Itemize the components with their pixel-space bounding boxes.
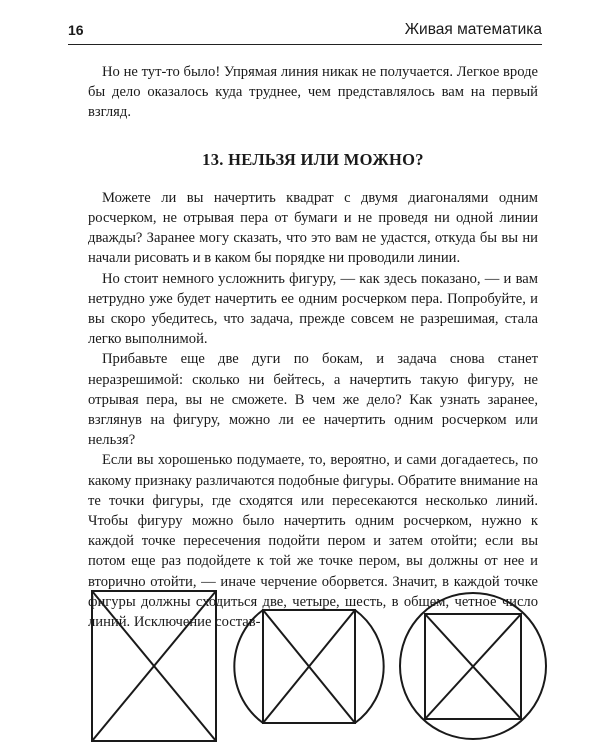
paragraph-3: Прибавьте еще две дуги по бокам, и задача снова станет неразрешимой: сколько ни бейтесь, а начертить такую фигуру, не отрывая пера, вы не сможете. В чем же дело? Как узнать заранее, взглянув на фигуру, можно ли ее начертить одним росчерком или нельзя? [88,351,538,449]
text-body [88,62,538,632]
intro-paragraph: Но не тут-то было! Упрямая линия никак не получается. Легкое вроде бы дело оказалось куда труднее, чем представлялось вам на первый взгляд. [88,64,538,121]
figures-illustration [0,570,600,750]
paragraph-1: Можете ли вы начертить квадрат с двумя диагоналями одним росчерком, не отрывая пера от бумаги и не проведя ни одной линии дважды? Заранее могу сказать, что это вам не удастся, откуда бы вы ни начали рисовать и в каком бы порядке ни проводили линии. [88,189,538,267]
paragraph-2: Но стоит немного усложнить фигуру, — как здесь показано, — и вам нетрудно уже будет начертить ее одним росчерком пера. Попробуйте, и вы скоро убедитесь, что задача, прежде совсем не разрешимая, стала легко выполнимой. [88,270,538,348]
figure-square-circle [400,593,546,739]
running-header [68,22,542,46]
figure-square-arcs [234,610,383,723]
book-title: Живая математика [404,21,542,38]
header-rule [68,44,542,45]
figure-2-left-arc [234,610,263,723]
section-title: 13. НЕЛЬЗЯ ИЛИ МОЖНО? [202,149,424,169]
figure-2-right-arc [355,610,384,723]
figure-square-diagonals [92,591,216,741]
page-number: 16 [68,22,84,38]
paragraph-4: Если вы хорошенько подумаете, то, вероятно, и сами догадаетесь, по какому признаку различаются подобные фигуры. Обратите внимание на те точки фигуры, где сходятся или пересекаются несколько линий. Чтобы фигуру можно было начертить одним росчерком, нужно к каждой точке пересечения подойти пером и затем отойти; если вы потом еще раз подойдете к той же точке пером, вы должны от нее и вторично отойти, — иначе черчение оборвется. Значит, в каждой точке фигуры должны сходиться две, четыре, шесть, в общем, четное число линий. Исключение состав- [88,452,538,631]
